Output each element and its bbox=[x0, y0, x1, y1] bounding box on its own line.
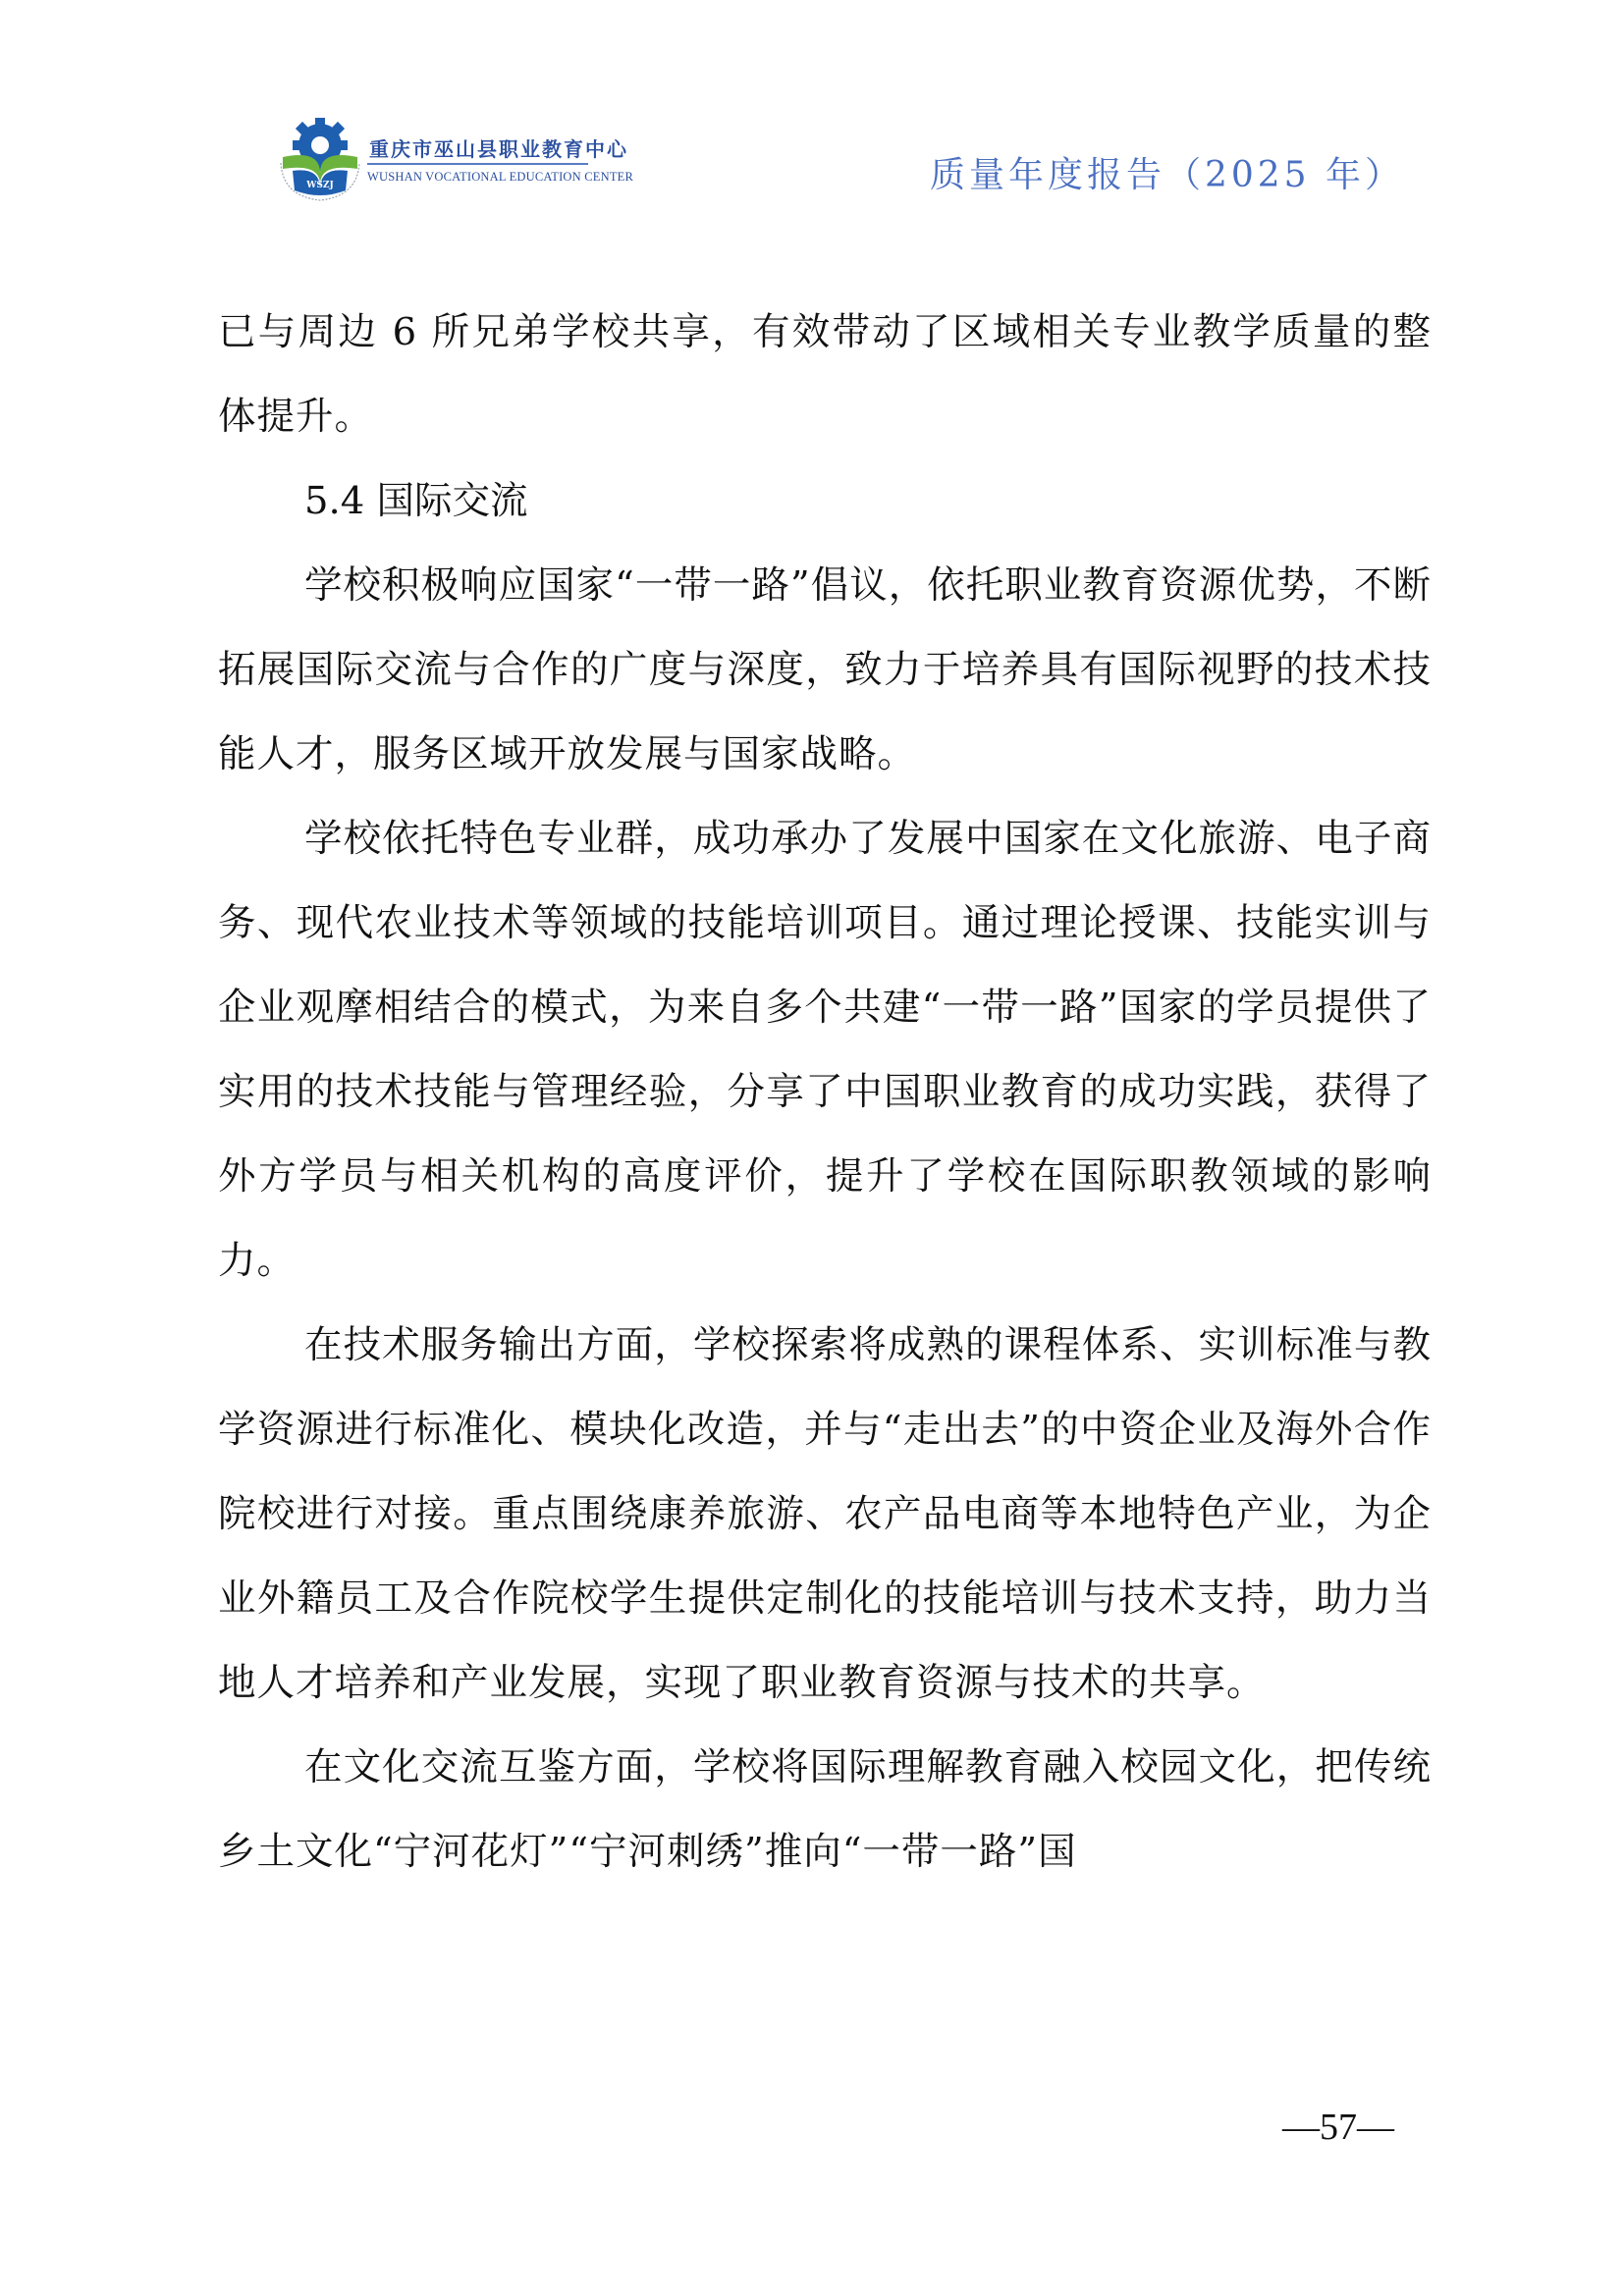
paragraph: 在文化交流互鉴方面，学校将国际理解教育融入校园文化，把传统乡土文化“宁河花灯”“宁河刺绣”推向“一带一路”国 bbox=[218, 1745, 1432, 1874]
school-name-cn: 重庆市巫山县职业教育中心 bbox=[369, 137, 628, 161]
report-title: 质量年度报告（2025 年） bbox=[929, 155, 1404, 195]
gear-book-logo-icon bbox=[271, 114, 369, 202]
school-name-en: WUSHAN VOCATIONAL EDUCATION CENTER bbox=[367, 170, 634, 184]
page-number: —57— bbox=[1282, 2107, 1394, 2148]
section-heading: 5.4 国际交流 bbox=[304, 479, 528, 523]
paragraph-continuation: 已与周边 6 所兄弟学校共享，有效带动了区域相关专业教学质量的整体提升。 bbox=[218, 310, 1432, 439]
document-body bbox=[218, 291, 1432, 1895]
paragraph: 学校依托特色专业群，成功承办了发展中国家在文化旅游、电子商务、现代农业技术等领域的技能培训项目。通过理论授课、技能实训与企业观摩相结合的模式，为来自多个共建“一带一路”国家的学员提供了实用的技术技能与管理经验，分享了中国职业教育的成功实践，获得了外方学员与相关机构的高度评价，提升了学校在国际职教领域的影响力。 bbox=[218, 817, 1432, 1283]
paragraph: 学校积极响应国家“一带一路”倡议，依托职业教育资源优势，不断拓展国际交流与合作的广度与深度，致力于培养具有国际视野的技术技能人才，服务区域开放发展与国家战略。 bbox=[218, 563, 1432, 776]
svg-text:WSZJ: WSZJ bbox=[306, 181, 334, 190]
logo-divider bbox=[367, 163, 588, 165]
school-logo bbox=[271, 114, 634, 202]
paragraph: 在技术服务输出方面，学校探索将成熟的课程体系、实训标准与教学资源进行标准化、模块化改造，并与“走出去”的中资企业及海外合作院校进行对接。重点围绕康养旅游、农产品电商等本地特色产业，为企业外籍员工及合作院校学生提供定制化的技能培训与技术支持，助力当地人才培养和产业发展，实现了职业教育资源与技术的共享。 bbox=[218, 1323, 1432, 1705]
